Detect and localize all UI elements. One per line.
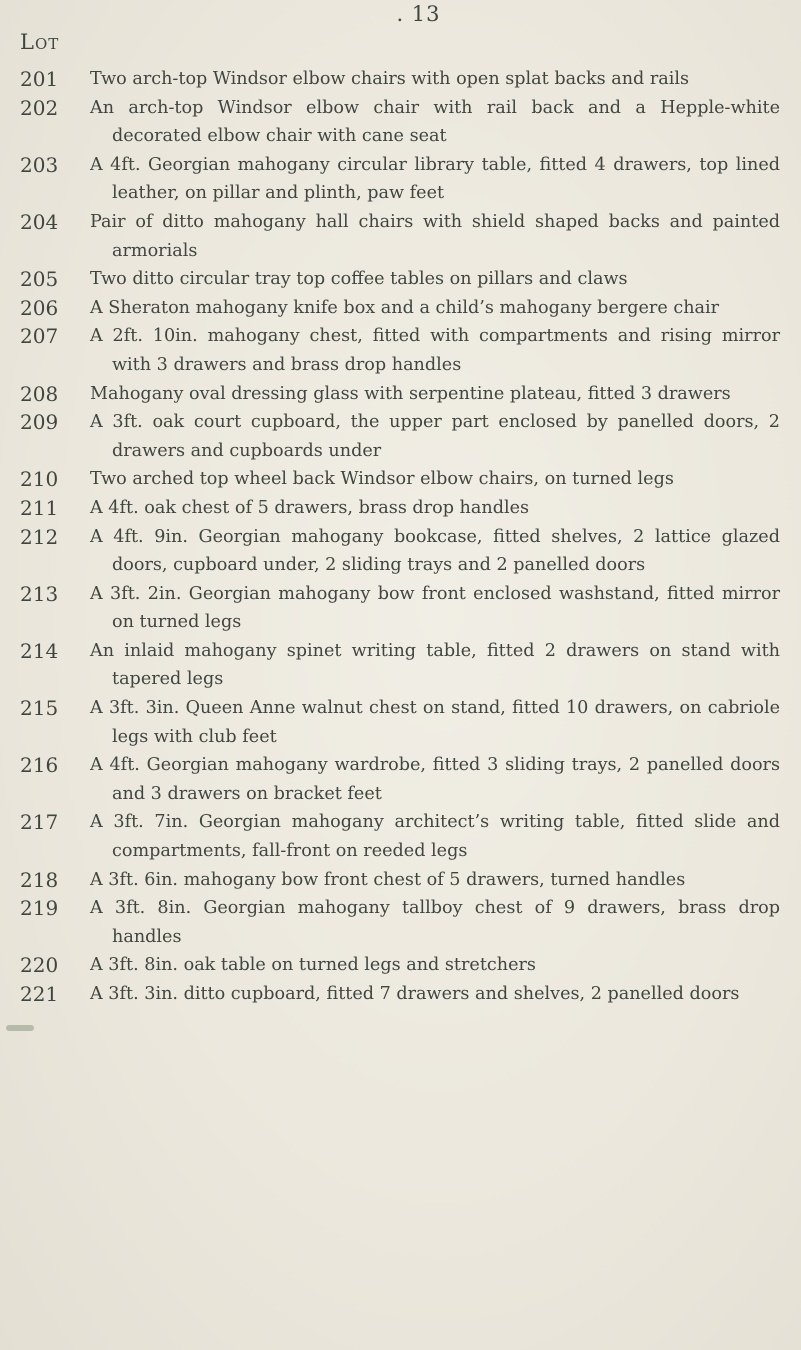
lot-number: 211	[20, 495, 59, 520]
lot-entry	[0, 465, 801, 494]
lot-number: 217	[20, 810, 59, 835]
lot-number: 221	[20, 982, 59, 1006]
lot-description: A 3ft. 8in. Georgian mahogany tallboy chest of 9 drawers, brass drop handles	[90, 898, 780, 947]
lot-description: Mahogany oval dressing glass with serpentine plateau, fitted 3 drawers	[90, 383, 731, 404]
lot-description: A 4ft. Georgian mahogany circular library table, fitted 4 drawers, top lined leather, on pillar and plinth, paw feet	[90, 154, 780, 204]
lot-entry	[0, 523, 801, 580]
lot-entry	[0, 322, 801, 379]
lot-entry	[0, 751, 801, 808]
lot-description: Two arched top wheel back Windsor elbow chairs, on turned legs	[90, 469, 674, 490]
lot-number: 216	[20, 753, 59, 778]
lot-description: A 3ft. oak court cupboard, the upper part enclosed by panelled doors, 2 drawers and cupboards under	[90, 412, 780, 461]
lot-number: 212	[20, 524, 59, 549]
lot-entry	[0, 980, 801, 1009]
lot-column-heading: Lot	[20, 30, 60, 54]
lot-description: A 3ft. 2in. Georgian mahogany bow front enclosed washstand, fitted mirror on turned legs	[90, 583, 780, 633]
lot-description: An arch-top Windsor elbow chair with rail back and a Hepple-white decorated elbow chair with cane seat	[90, 97, 780, 147]
lot-description: A 3ft. 8in. oak table on turned legs and stretchers	[90, 955, 536, 976]
lot-number: 208	[20, 381, 59, 406]
lot-description: A 3ft. 3in. ditto cupboard, fitted 7 drawers and shelves, 2 panelled doors	[90, 984, 740, 1004]
lot-description: A 2ft. 10in. mahogany chest, fitted with compartments and rising mirror with 3 drawers and brass drop handles	[90, 326, 780, 375]
lot-description: Two ditto circular tray top coffee tables on pillars and claws	[90, 269, 628, 290]
lot-number: 214	[20, 638, 59, 663]
lot-number: 203	[20, 152, 59, 177]
lot-entry	[0, 637, 801, 694]
lot-description: A Sheraton mahogany knife box and a child’s mahogany bergere chair	[90, 297, 720, 318]
lot-number: 204	[20, 209, 59, 234]
lot-description: A 3ft. 7in. Georgian mahogany architect’s writing table, fitted slide and compartments, fall-front on reeded legs	[90, 812, 780, 862]
lot-entry	[0, 65, 801, 94]
lot-description: A 4ft. 9in. Georgian mahogany bookcase, fitted shelves, 2 lattice glazed doors, cupboard under, 2 sliding trays and 2 panelled doors	[90, 526, 780, 576]
lot-number: 206	[20, 295, 59, 320]
lot-description: An inlaid mahogany spinet writing table, fitted 2 drawers on stand with tapered legs	[90, 640, 780, 690]
lot-number: 210	[20, 467, 59, 492]
lot-number: 218	[20, 867, 59, 892]
lot-number: 220	[20, 953, 59, 978]
lot-entry	[0, 265, 801, 294]
lot-entry	[0, 951, 801, 980]
lot-entry	[0, 894, 801, 951]
lot-entry	[0, 808, 801, 865]
lot-number: 209	[20, 410, 59, 435]
lot-number: 205	[20, 267, 59, 292]
lot-number: 219	[20, 896, 59, 921]
lot-list	[0, 65, 801, 1009]
lot-description: A 4ft. Georgian mahogany wardrobe, fitted 3 sliding trays, 2 panelled doors and 3 drawers on bracket feet	[90, 755, 780, 804]
lot-number: 201	[20, 67, 59, 91]
lot-number: 207	[20, 324, 59, 349]
lot-description: A 4ft. oak chest of 5 drawers, brass drop handles	[90, 497, 530, 518]
lot-entry	[0, 408, 801, 465]
lot-entry	[0, 580, 801, 637]
lot-description: A 3ft. 6in. mahogany bow front chest of 5 drawers, turned handles	[90, 869, 686, 890]
lot-description: Pair of ditto mahogany hall chairs with shield shaped backs and painted armorials	[90, 211, 780, 261]
lot-entry	[0, 494, 801, 523]
lot-number: 202	[20, 95, 59, 120]
lot-entry	[0, 151, 801, 208]
lot-entry	[0, 866, 801, 895]
lot-number: 213	[20, 581, 59, 606]
lot-description: A 3ft. 3in. Queen Anne walnut chest on stand, fitted 10 drawers, on cabriole legs with club feet	[90, 698, 780, 747]
lot-entry	[0, 380, 801, 409]
lot-entry	[0, 94, 801, 151]
paper-mark	[6, 1025, 34, 1031]
lot-entry	[0, 294, 801, 323]
page-number: . 13	[396, 2, 441, 26]
lot-number: 215	[20, 696, 59, 721]
lot-entry	[0, 694, 801, 751]
lot-description: Two arch-top Windsor elbow chairs with open splat backs and rails	[90, 69, 690, 89]
lot-entry	[0, 208, 801, 265]
